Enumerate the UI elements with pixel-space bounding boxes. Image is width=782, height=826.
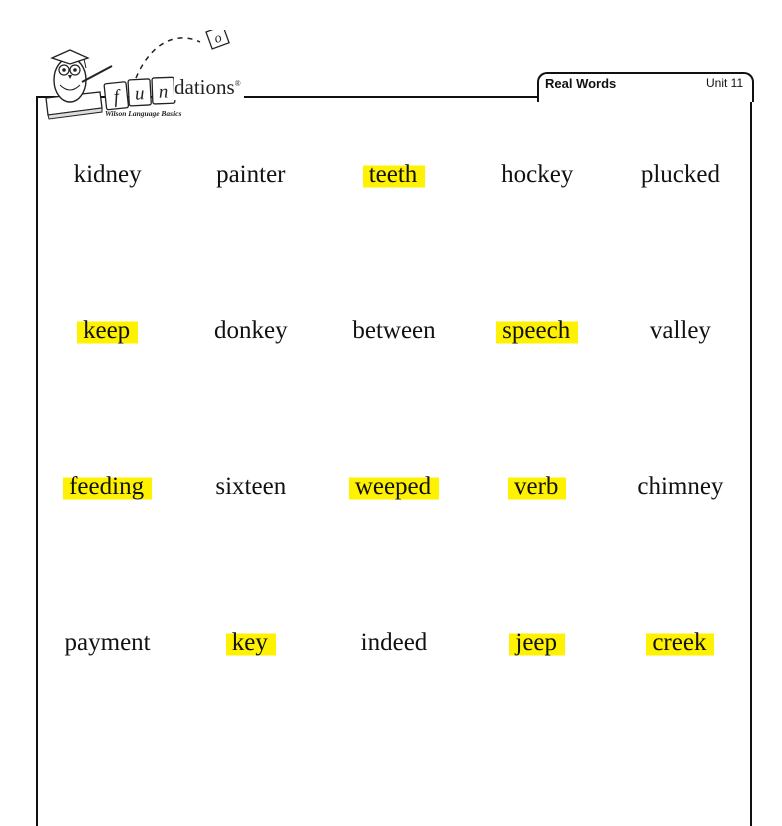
word-cell	[36, 628, 179, 784]
word-cell	[36, 316, 179, 472]
word: payment	[64, 629, 151, 656]
word-cell	[466, 160, 609, 316]
word: between	[352, 317, 436, 344]
word: valley	[649, 317, 711, 344]
word: indeed	[360, 629, 428, 656]
highlighted-word: keep	[77, 316, 138, 346]
highlighted-word: creek	[646, 628, 714, 658]
highlighted-word: verb	[508, 472, 566, 502]
svg-text:o: o	[212, 30, 224, 48]
unit-label: Unit 11	[706, 76, 744, 90]
word-cell	[466, 316, 609, 472]
word-cell	[322, 316, 465, 472]
word-cell	[609, 160, 752, 316]
word-cell	[322, 160, 465, 316]
word: kidney	[73, 161, 142, 188]
highlighted-word: feeding	[63, 472, 152, 502]
highlighted-word: jeep	[509, 628, 565, 658]
tab-title: Real Words	[545, 76, 617, 91]
word-cell	[609, 316, 752, 472]
word-cell	[609, 628, 752, 784]
word: plucked	[640, 161, 720, 188]
logo-tagline: Wilson Language Basics	[105, 109, 182, 118]
word-cell	[609, 472, 752, 628]
word-grid	[36, 160, 752, 784]
svg-text:f: f	[112, 86, 121, 108]
word-cell	[322, 628, 465, 784]
word-cell	[179, 160, 322, 316]
word: hockey	[501, 161, 574, 188]
word-cell	[36, 472, 179, 628]
word-cell	[179, 472, 322, 628]
word-cell	[466, 472, 609, 628]
word-cell	[179, 316, 322, 472]
svg-text:u: u	[134, 83, 146, 105]
highlighted-word: weeped	[349, 472, 439, 502]
svg-text:n: n	[158, 81, 169, 103]
word-cell	[466, 628, 609, 784]
word-cell	[36, 160, 179, 316]
logo-wordmark: dations®	[174, 75, 244, 100]
word: chimney	[637, 473, 724, 500]
word: donkey	[213, 317, 288, 344]
highlighted-word: teeth	[363, 160, 426, 190]
word: sixteen	[215, 473, 287, 500]
word-cell	[322, 472, 465, 628]
highlighted-word: key	[226, 628, 276, 658]
word: painter	[216, 161, 286, 188]
word-cell	[179, 628, 322, 784]
highlighted-word: speech	[496, 316, 578, 346]
